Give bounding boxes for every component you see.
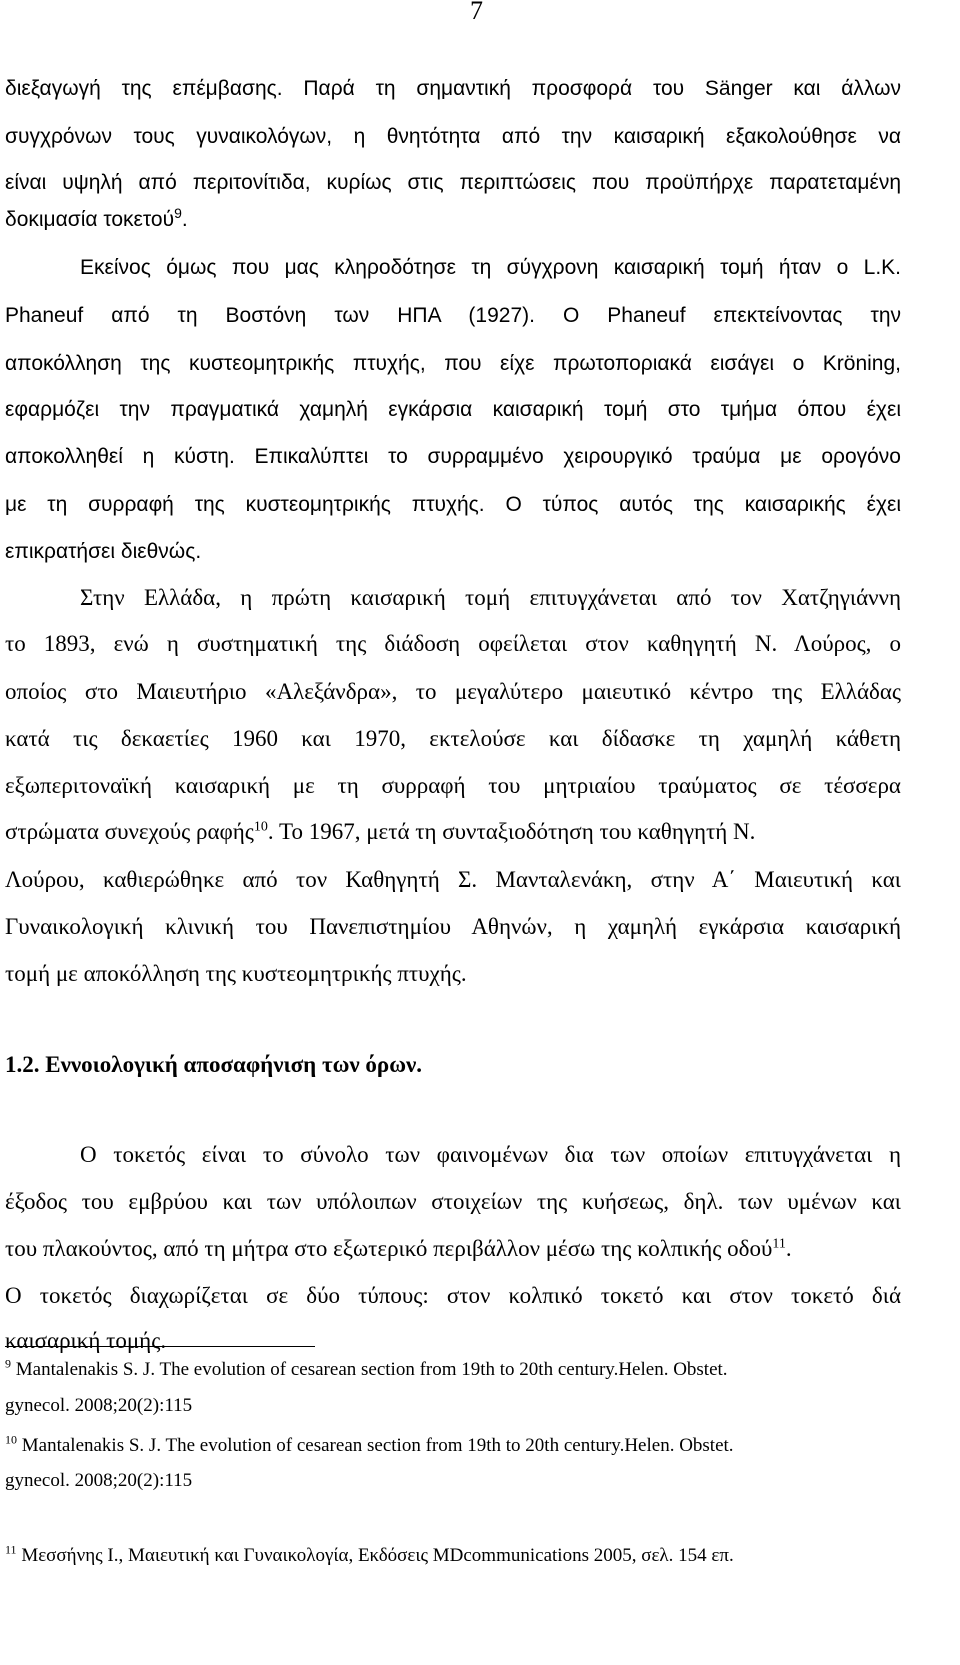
footnote-text: Mantalenakis S. J. The evolution of cesarean section from 19th to 20th century.Helen. Obstet. — [15, 1359, 728, 1380]
footnote-ref: 11 — [772, 1236, 786, 1252]
footnote-continuation: gynecol. 2008;20(2):115 — [5, 1470, 193, 1491]
footnote-separator — [5, 1346, 315, 1347]
footnote-text: Mantalenakis S. J. The evolution of cesarean section from 19th to 20th century.Helen. Obstet. — [21, 1435, 734, 1456]
footnote-text: Μεσσήνης Ι., Μαιευτική και Γυναικολογία, Εκδόσεις MDcommunications 2005, σελ. 154 επ. — [21, 1545, 734, 1566]
footnote — [5, 1434, 901, 1458]
text-span: . — [785, 1236, 792, 1261]
footnote-ref: 10 — [253, 819, 268, 835]
footnote-number: 9 — [5, 1356, 11, 1371]
text-line: αποκολληθεί η κύστη. Επικαλύπτει το συρραμμένο χειρουργικό τραύμα με ορογόνο — [5, 445, 901, 468]
text-line: Phaneuf από τη Βοστόνη των ΗΠΑ (1927). Ο Phaneuf επεκτείνοντας την — [5, 304, 901, 327]
section-heading: 1.2. Εννοιολογική αποσαφήνιση των όρων. — [5, 1052, 423, 1077]
text-line — [5, 817, 901, 847]
text-span: . — [181, 208, 188, 231]
text-line: διεξαγωγή της επέμβασης. Παρά τη σημαντική προσφορά του Sänger και άλλων — [5, 77, 901, 100]
text-line: Ο τοκετός διαχωρίζεται σε δύο τύπους: στον κολπικό τοκετό και στον τοκετό διά — [5, 1283, 901, 1308]
footnote-number: 11 — [5, 1542, 17, 1557]
text-line: εφαρμόζει την πραγματικά χαμηλή εγκάρσια καισαρική τομή στο τμήμα όπου έχει — [5, 398, 901, 421]
text-line: Στην Ελλάδα, η πρώτη καισαρική τομή επιτυγχάνεται από τον Χατζηγιάννη — [80, 585, 901, 610]
text-line: αποκόλληση της κυστεομητρικής πτυχής, που είχε πρωτοποριακά εισάγει ο Kröning, — [5, 352, 901, 375]
text-line: εξωπεριτοναϊκή καισαρική με τη συρραφή του μητριαίου τραύματος σε τέσσερα — [5, 773, 901, 798]
text-line: συγχρόνων τους γυναικολόγων, η θνητότητα από την καισαρική εξακολούθησε να — [5, 125, 901, 148]
text-line — [5, 1234, 901, 1264]
text-line — [5, 205, 901, 235]
text-line: Λούρου, καθιερώθηκε από τον Καθηγητή Σ. Μανταλενάκη, στην Α΄ Μαιευτική και — [5, 867, 901, 892]
text-span: στρώματα συνεχούς ραφής — [5, 819, 254, 844]
text-line: με τη συρραφή της κυστεομητρικής πτυχής. Ο τύπος αυτός της καισαρικής έχει — [5, 493, 901, 516]
footnote-continuation: gynecol. 2008;20(2):115 — [5, 1395, 193, 1416]
page-number: 7 — [470, 0, 483, 25]
text-line: το 1893, ενώ η συστηματική της διάδοση οφείλεται στον καθηγητή Ν. Λούρος, ο — [5, 631, 901, 656]
text-span: . Το 1967, μετά τη συνταξιοδότηση του καθηγητή Ν. — [267, 819, 756, 844]
text-line: Ο τοκετός είναι το σύνολο των φαινομένων δια των οποίων επιτυγχάνεται η — [80, 1142, 901, 1167]
footnote-ref: 9 — [174, 205, 182, 221]
text-line: είναι υψηλή από περιτονίτιδα, κυρίως στις περιπτώσεις που προϋπήρχε παρατεταμένη — [5, 171, 901, 194]
text-line: οποίος στο Μαιευτήριο «Αλεξάνδρα», το μεγαλύτερο μαιευτικό κέντρο της Ελλάδας — [5, 679, 901, 704]
text-line: έξοδος του εμβρύου και των υπόλοιπων στοιχείων της κυήσεως, δηλ. των υμένων και — [5, 1189, 901, 1214]
text-span: του πλακούντος, από τη μήτρα στο εξωτερικό περιβάλλον μέσω της κολπικής οδού — [5, 1236, 773, 1261]
text-line: Εκείνος όμως που μας κληροδότησε τη σύγχρονη καισαρική τομή ήταν ο L.K. — [80, 256, 901, 279]
text-line: τομή με αποκόλληση της κυστεομητρικής πτυχής. — [5, 961, 467, 986]
text-line: κατά τις δεκαετίες 1960 και 1970, εκτελούσε και δίδασκε τη χαμηλή κάθετη — [5, 726, 901, 751]
text-line: Γυναικολογική κλινική του Πανεπιστημίου Αθηνών, η χαμηλή εγκάρσια καισαρική — [5, 914, 901, 939]
footnote-number: 10 — [5, 1432, 17, 1447]
text-span: δοκιμασία τοκετού — [5, 208, 175, 231]
text-line: επικρατήσει διεθνώς. — [5, 540, 202, 563]
text-line: καισαρική τομής. — [5, 1328, 167, 1353]
footnote — [5, 1358, 901, 1382]
footnote — [5, 1544, 901, 1568]
